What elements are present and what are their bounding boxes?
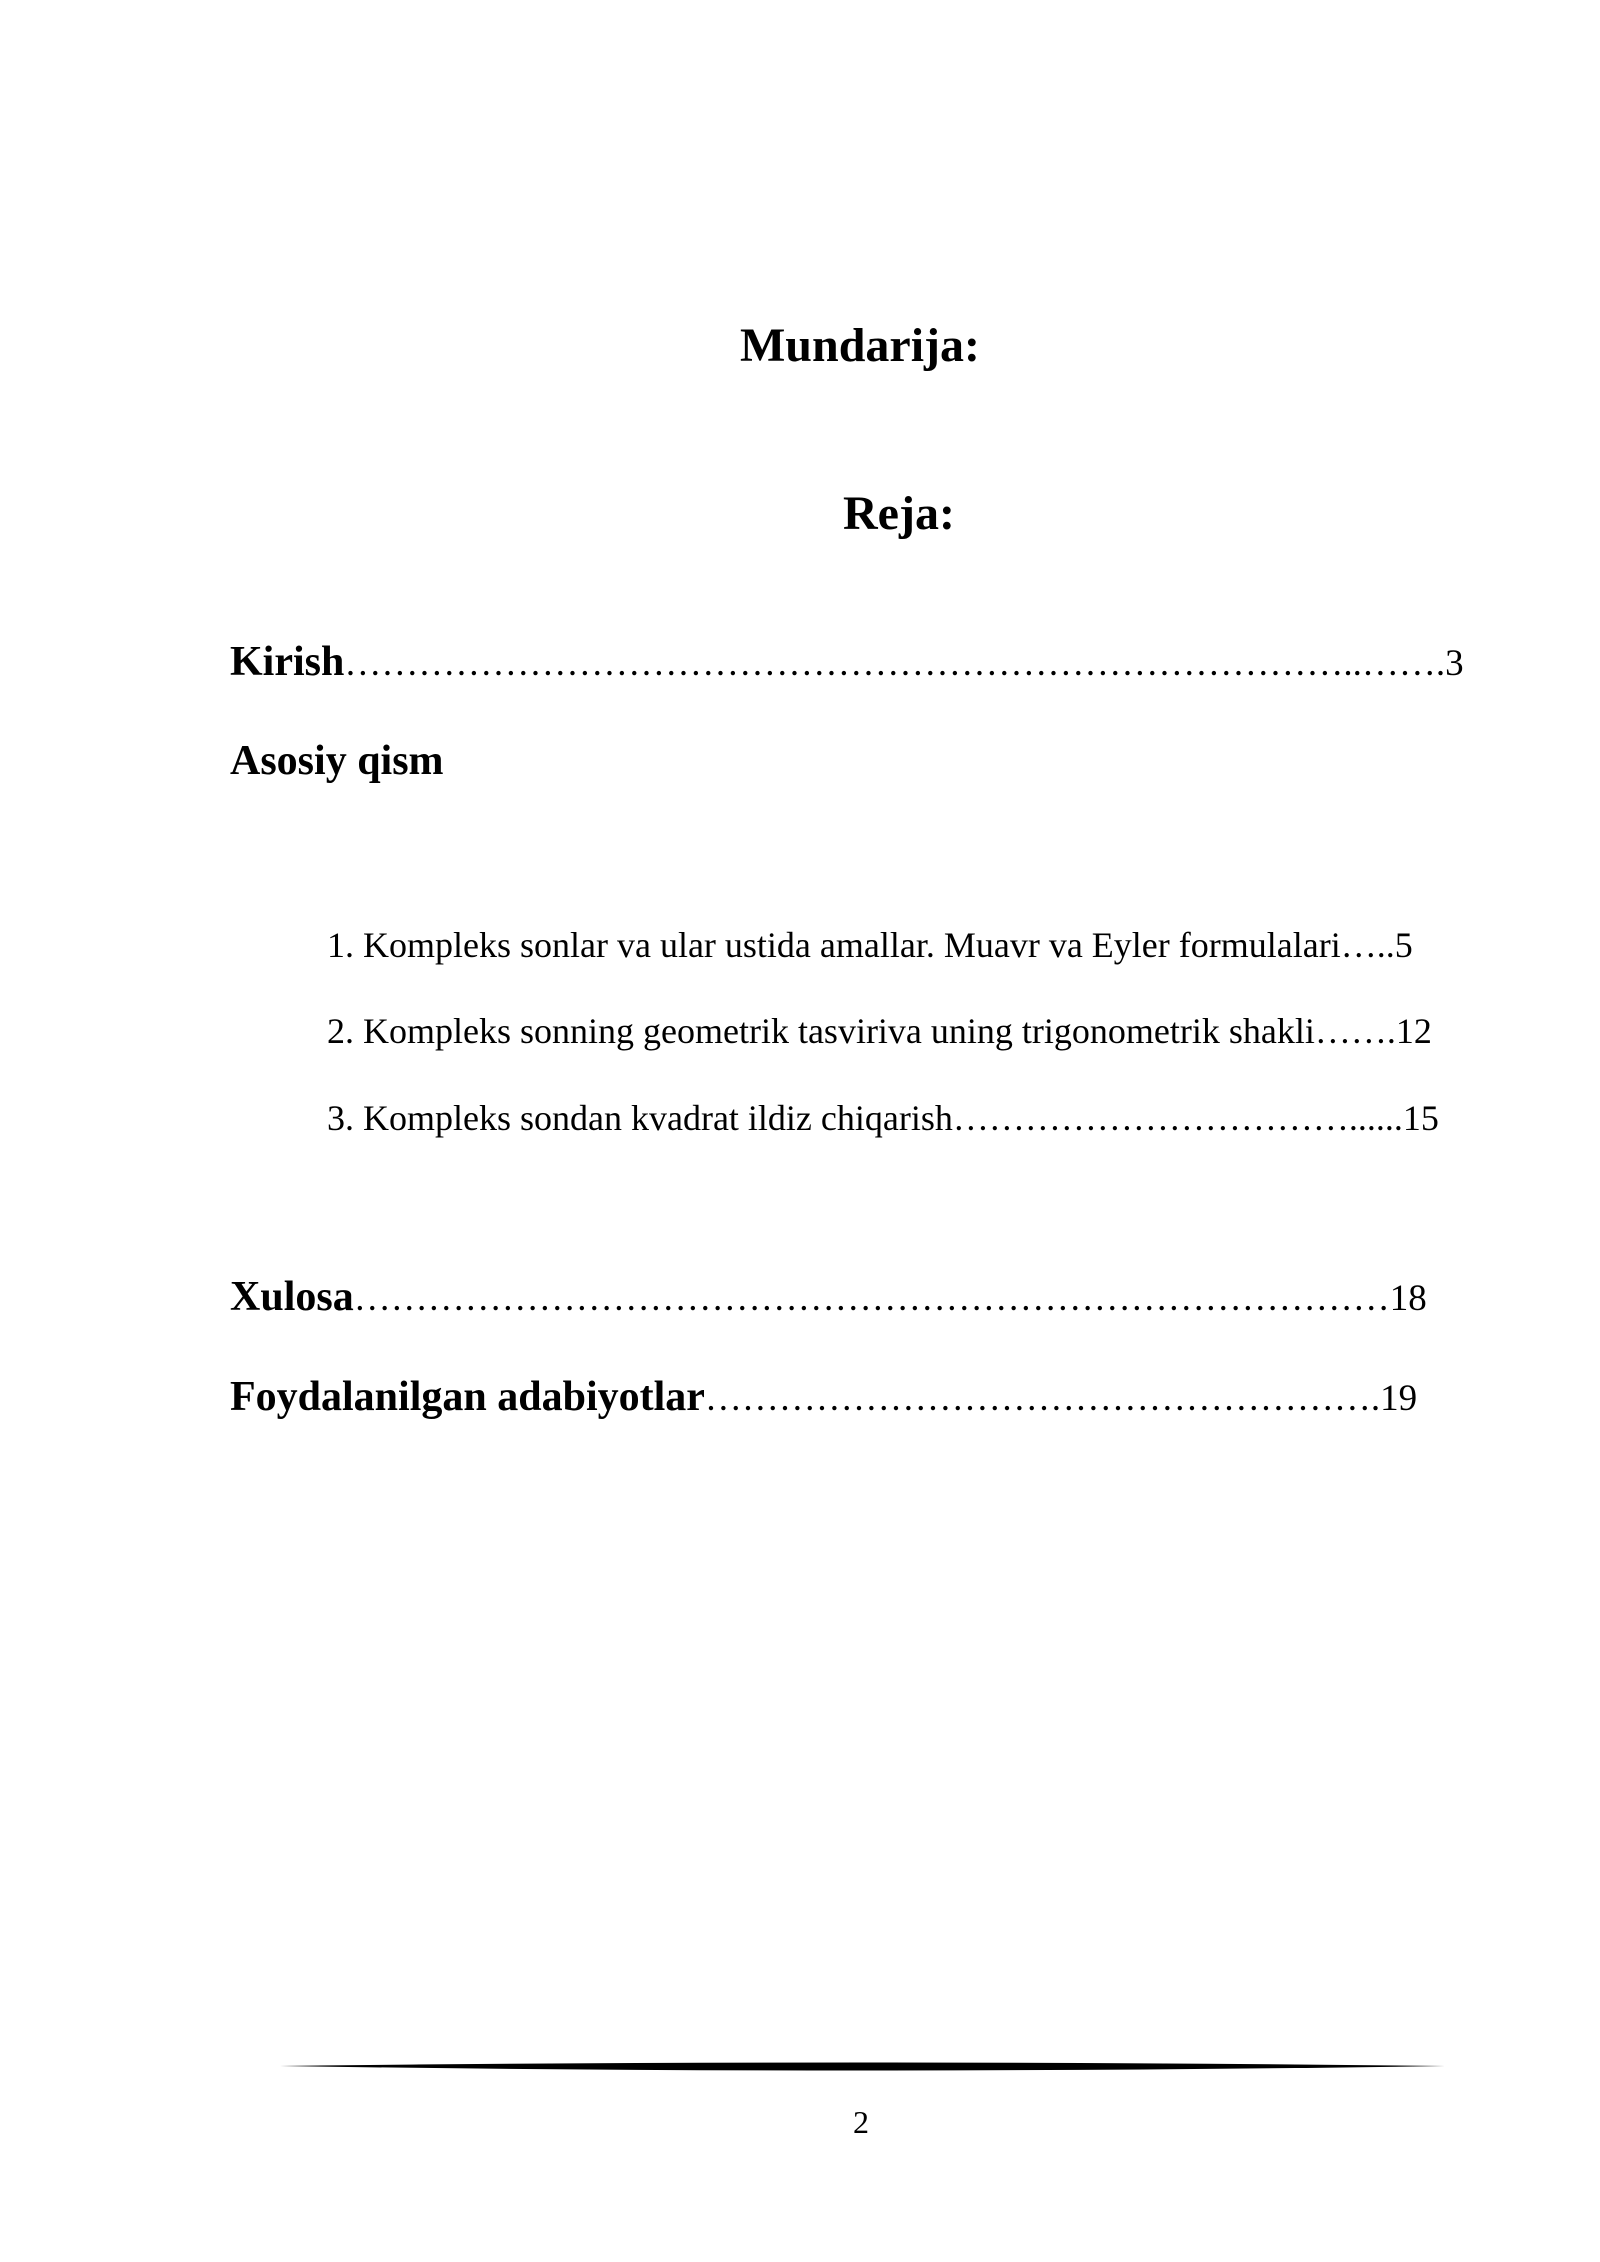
toc-leader-dots: ……………………………………………….	[704, 1378, 1381, 1419]
plan-heading: Reja:	[843, 487, 955, 540]
toc-subentry: 3. Kompleks sondan kvadrat ildiz chiqarish……………………………......15	[327, 1098, 1439, 1138]
toc-page-number: 19	[1380, 1378, 1418, 1419]
toc-entry-asosiy-qism	[230, 740, 444, 782]
toc-entry-label: Xulosa	[230, 1274, 354, 1320]
page-title: Mundarija:	[740, 319, 980, 372]
toc-entry-label: Kirish	[230, 639, 345, 685]
toc-leader-dots: …………………………………………………………………………	[353, 1278, 1390, 1319]
toc-entry-adabiyotlar	[230, 1376, 1417, 1418]
toc-leader-dots: ………………………………………………………………………..…….	[344, 643, 1446, 684]
toc-entry-xulosa	[230, 1276, 1427, 1318]
toc-subentry: 1. Kompleks sonlar va ular ustida amallar. Muavr va Eyler formulalari…..5	[327, 925, 1413, 965]
toc-entry-kirish	[230, 641, 1464, 683]
toc-entry-label: Foydalanilgan adabiyotlar	[230, 1374, 705, 1420]
toc-page-number: 18	[1389, 1278, 1427, 1319]
toc-subentry: 2. Kompleks sonning geometrik tasviriva uning trigonometrik shakli…….12	[327, 1011, 1432, 1051]
toc-entry-label: Asosiy qism	[230, 738, 444, 784]
toc-page-number: 3	[1445, 643, 1464, 684]
footer-divider	[280, 2055, 1445, 2077]
page-number: 2	[853, 2104, 869, 2140]
